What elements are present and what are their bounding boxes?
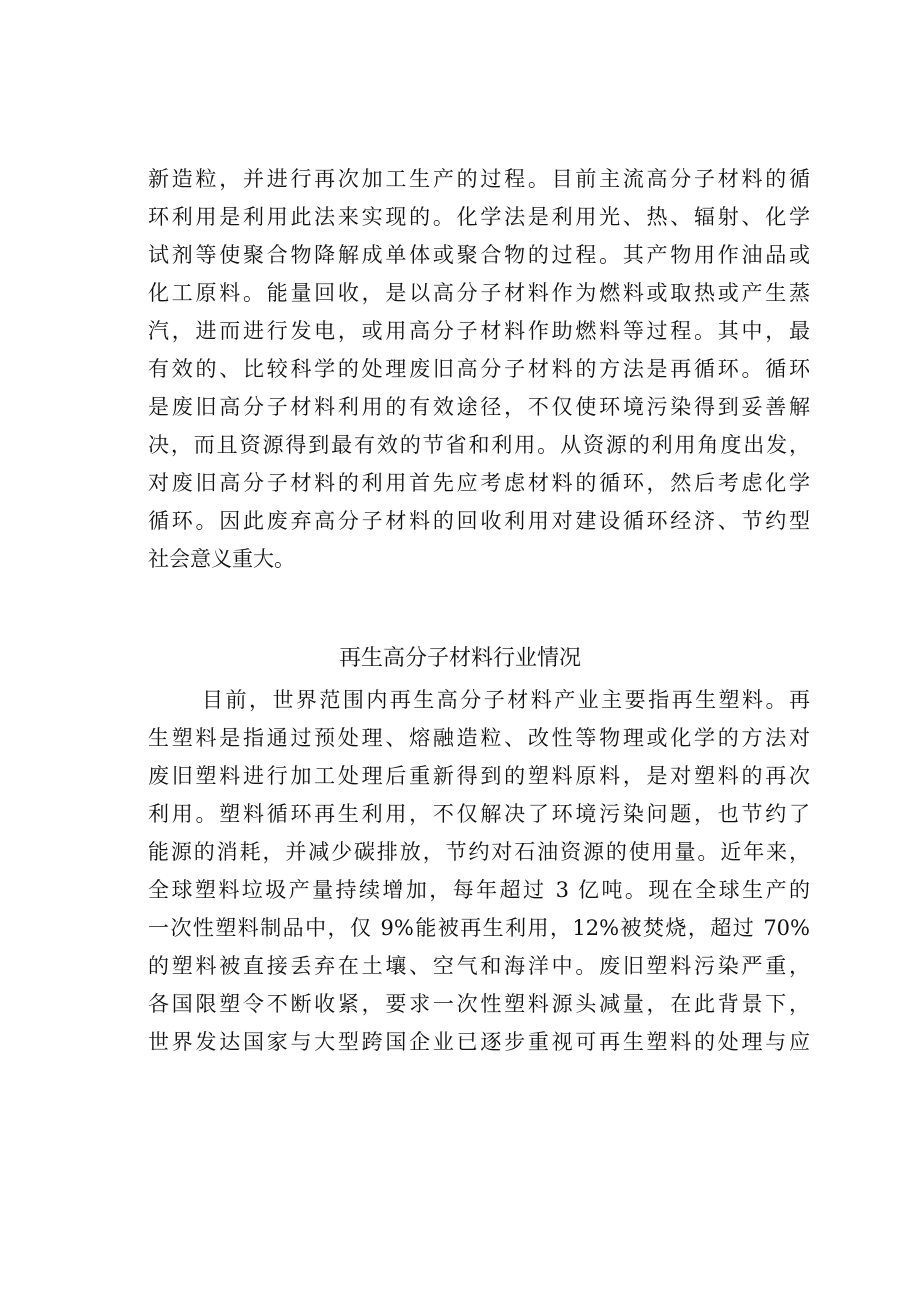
text-line: 利用。塑料循环再生利用，不仅解决了环境污染问题，也节约了 xyxy=(148,802,810,826)
text-line: 的塑料被直接丢弃在土壤、空气和海洋中。废旧塑料污染严重， xyxy=(148,954,810,978)
text-line: 世界发达国家与大型跨国企业已逐步重视可再生塑料的处理与应 xyxy=(148,1030,810,1054)
text-line: 环利用是利用此法来实现的。化学法是利用光、热、辐射、化学 xyxy=(148,205,810,229)
text-line: 新造粒，并进行再次加工生产的过程。目前主流高分子材料的循 xyxy=(148,167,810,191)
text-line: 循环。因此废弃高分子材料的回收利用对建设循环经济、节约型 xyxy=(148,509,810,533)
text-line: 能源的消耗，并减少碳排放，节约对石油资源的使用量。近年来， xyxy=(148,840,810,864)
text-line: 决，而且资源得到最有效的节省和利用。从资源的利用角度出发， xyxy=(148,433,810,457)
text-line: 全球塑料垃圾产量持续增加，每年超过 3 亿吨。现在全球生产的 xyxy=(148,878,810,902)
text-line: 是废旧高分子材料利用的有效途径，不仅使环境污染得到妥善解 xyxy=(148,395,810,419)
text-line: 目前，世界范围内再生高分子材料产业主要指再生塑料。再 xyxy=(202,688,810,712)
text-line: 生塑料是指通过预处理、熔融造粒、改性等物理或化学的方法对 xyxy=(148,726,810,750)
paragraph-industry-overview xyxy=(148,681,810,1061)
text-line: 试剂等使聚合物降解成单体或聚合物的过程。其产物用作油品或 xyxy=(148,243,810,267)
text-line: 化工原料。能量回收，是以高分子材料作为燃料或取热或产生蒸 xyxy=(148,281,810,305)
text-line: 一次性塑料制品中，仅 9%能被再生利用，12%被焚烧，超过 70% xyxy=(148,916,810,940)
text-line: 对废旧高分子材料的利用首先应考虑材料的循环，然后考虑化学 xyxy=(148,471,810,495)
text-line: 有效的、比较科学的处理废旧高分子材料的方法是再循环。循环 xyxy=(148,357,810,381)
text-line: 汽，进而进行发电，或用高分子材料作助燃料等过程。其中，最 xyxy=(148,319,810,343)
paragraph-recycling-methods xyxy=(148,160,810,578)
text-line: 社会意义重大。 xyxy=(148,547,295,571)
section-heading: 再生高分子材料行业情况 xyxy=(338,646,581,671)
text-line: 废旧塑料进行加工处理后重新得到的塑料原料，是对塑料的再次 xyxy=(148,764,810,788)
text-line: 各国限塑令不断收紧，要求一次性塑料源头减量，在此背景下， xyxy=(148,992,810,1016)
